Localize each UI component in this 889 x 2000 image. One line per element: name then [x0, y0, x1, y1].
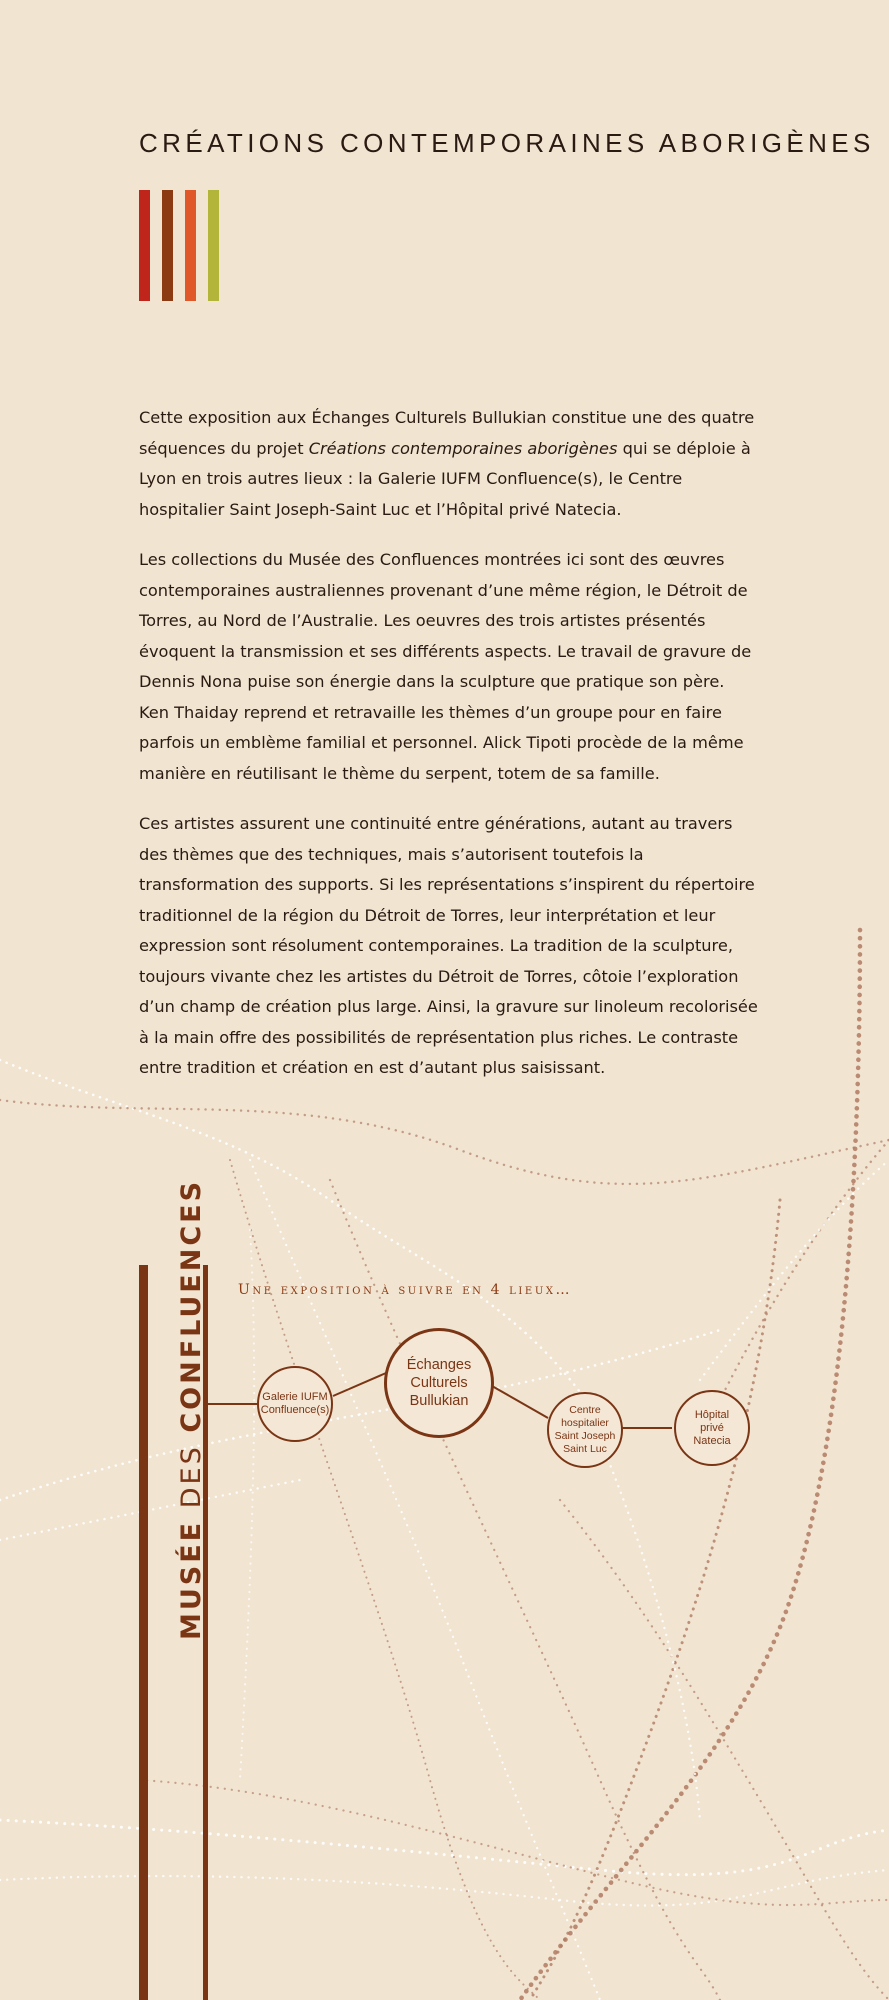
logo-word-musee: MUSÉE [176, 1519, 207, 1640]
venue-hopital-natecia: Hôpital privé Natecia [674, 1390, 750, 1466]
venue-galerie-iufm: Galerie IUFM Confluence(s) [257, 1366, 333, 1442]
venue-echanges-bullukian: Échanges Culturels Bullukian [384, 1328, 494, 1438]
intro-paragraph-2: Les collections du Musée des Confluences montrées ici sont des œuvres contemporaines australiennes provenant d’une même région, le Détroit de Torres, au Nord de l’Australie. Les oeuvres des trois artistes présentés évoquent la transmission et ses différents aspects. Le travail de gravure de Dennis Nona puise son énergie dans la sculpture que pratique son père. Ken Thaiday reprend et retravaille les thèmes d’un groupe pour en faire parfois un emblème familial et personnel. Alick Tipoti procède de la même manière en réutilisant le thème du serpent, totem de sa famille. [139, 550, 752, 783]
intro-paragraph-1: Cette exposition aux Échanges Culturels Bullukian constitue une des quatre séquences du projet Créations contemporaines aborigènes qui se déploie à Lyon en trois autres lieux : la Galerie IUFM Confluence(s), le Centre hospitalier Saint Joseph-Saint Luc et l’Hôpital privé Natecia. [139, 408, 755, 519]
intro-paragraph-3: Ces artistes assurent une continuité entre générations, autant au travers des thèmes que des techniques, mais s’autorisent toutefois la transformation des supports. Si les représentations s’inspirent du répertoire traditionnel de la région du Détroit de Torres, leur interprétation et leur expression sont résolument contemporaines. La tradition de la sculpture, toujours vivante chez les artistes du Détroit de Torres, côtoie l’exploration d’un champ de création plus large. Ainsi, la gravure sur linoleum recolorisée à la main offre des possibilités de représentation plus riches. Le contraste entre tradition et création en est d’autant plus saisissant. [139, 814, 758, 1077]
venues-title: Une exposition à suivre en 4 lieux… [238, 1282, 573, 1298]
venue-centre-hospitalier: Centre hospitalier Saint Joseph Saint Luc [547, 1392, 623, 1468]
logo-word-des: DES [176, 1444, 207, 1509]
project-title: Créations contemporaines aborigènes [308, 438, 618, 458]
page-title: CRÉATIONS CONTEMPORAINES ABORIGÈNES [139, 128, 875, 158]
logo-word-confluences: CONFLUENCES [176, 1178, 207, 1433]
